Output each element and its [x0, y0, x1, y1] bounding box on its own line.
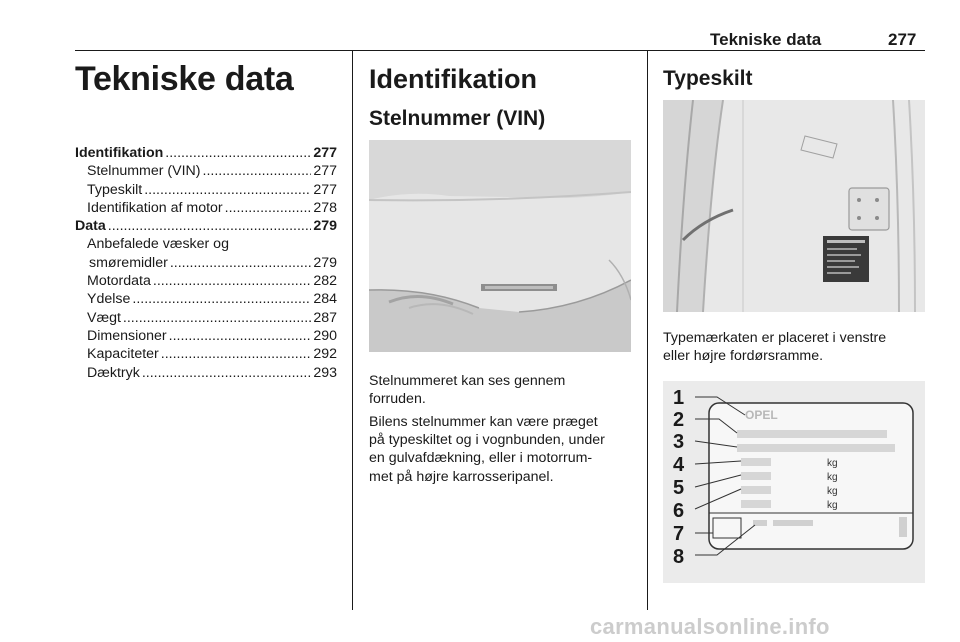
text-line: på typeskiltet og i vognbunden, under	[369, 432, 605, 449]
column-divider-2	[647, 50, 648, 610]
windshield-vin-illustration	[369, 140, 631, 352]
toc-entry-label: Dimensioner	[87, 327, 167, 344]
callout-4: 4	[673, 454, 685, 476]
toc-entry-page: 293	[313, 364, 337, 381]
toc-entry[interactable]	[75, 255, 337, 273]
text-line: Stelnummeret kan ses gennem	[369, 373, 566, 389]
toc-leader-dots	[165, 145, 311, 161]
toc-entry-page: 277	[313, 145, 337, 161]
toc-entry[interactable]	[75, 310, 337, 328]
text-line: met på højre karrosseripanel.	[369, 468, 554, 485]
toc-entry-page: 277	[313, 181, 337, 198]
toc-entry[interactable]	[75, 218, 337, 236]
toc-entry-label: Dæktryk	[87, 364, 140, 381]
toc-leader-dots	[123, 310, 311, 326]
text-line: Bilens stelnummer kan være præget	[369, 414, 598, 430]
toc-entry-page: 278	[313, 199, 337, 216]
toc-entry-label: Identifikation	[75, 145, 164, 161]
toc-entry[interactable]	[75, 200, 337, 218]
running-header-title: Tekniske data	[710, 30, 822, 49]
toc-entry-label: Identifikation af motor	[87, 199, 223, 216]
toc-leader-dots	[161, 346, 312, 362]
callout-3: 3	[673, 431, 685, 453]
typeskilt-paragraph	[663, 329, 933, 365]
toc-leader-dots	[142, 365, 312, 381]
plate-unit-1: kg	[827, 458, 838, 469]
toc-entry-page: 284	[313, 291, 337, 308]
callout-1: 1	[673, 387, 685, 409]
callout-7: 7	[673, 523, 685, 545]
toc-leader-dots	[108, 218, 312, 234]
toc-entry-page: 292	[313, 346, 337, 363]
toc-entry[interactable]	[75, 163, 337, 181]
toc-entry-page: 282	[313, 273, 337, 290]
header-rule	[75, 50, 925, 51]
text-line: forruden.	[369, 391, 426, 408]
type-plate-drawing	[663, 381, 925, 583]
toc-entry-page: 277	[313, 163, 337, 180]
toc-entry[interactable]	[75, 328, 337, 346]
toc-entry-label: Ydelse	[87, 291, 131, 308]
toc-entry[interactable]	[75, 145, 337, 163]
plate-unit-3: kg	[827, 486, 838, 497]
toc-entry-label: Data	[75, 218, 106, 235]
door-frame-label-illustration	[663, 100, 925, 312]
text-line: en gulvafdækning, eller i motorrum-	[369, 450, 593, 467]
toc-leader-dots	[170, 255, 312, 271]
toc-leader-dots	[132, 291, 311, 307]
toc-entry[interactable]	[75, 346, 337, 364]
text-line: Typemærkaten er placeret i venstre	[663, 330, 887, 346]
subsection-heading: Stelnummer (VIN)	[369, 107, 546, 130]
toc-entry-label: Vægt	[87, 309, 121, 326]
toc-entry-label: Typeskilt	[87, 181, 143, 198]
toc-entry-page: 287	[313, 309, 337, 326]
toc-entry-page: 279	[313, 254, 337, 271]
toc-entry-label: Motordata	[87, 273, 151, 290]
callout-5: 5	[673, 477, 685, 499]
toc-entry[interactable]	[75, 291, 337, 309]
toc-leader-dots	[225, 200, 312, 216]
watermark: carmanualsonline.info	[590, 614, 830, 639]
door-frame-drawing	[663, 100, 925, 312]
vin-paragraph-2	[369, 413, 644, 486]
table-of-contents	[75, 145, 337, 383]
toc-entry[interactable]	[75, 365, 337, 383]
toc-leader-dots	[144, 182, 311, 198]
chapter-title: Tekniske data	[75, 60, 294, 98]
callout-2: 2	[673, 409, 685, 431]
toc-entry-label: smøremidler	[89, 254, 168, 271]
page-number: 277	[888, 30, 917, 49]
type-plate-illustration	[663, 381, 925, 583]
toc-entry[interactable]	[75, 273, 337, 291]
callout-6: 6	[673, 500, 685, 522]
plate-unit-2: kg	[827, 472, 838, 483]
toc-entry[interactable]	[75, 236, 337, 254]
callout-8: 8	[673, 546, 685, 568]
section-heading: Identifikation	[369, 64, 537, 94]
toc-entry-page: 290	[313, 327, 337, 344]
toc-leader-dots	[203, 163, 312, 179]
toc-leader-dots	[169, 328, 312, 344]
toc-entry-label: Kapaciteter	[87, 346, 159, 363]
vin-paragraph-1	[369, 372, 639, 408]
toc-leader-dots	[153, 273, 311, 289]
toc-entry-label: Stelnummer (VIN)	[87, 163, 201, 180]
toc-entry[interactable]	[75, 182, 337, 200]
windshield-vin-drawing	[369, 140, 631, 352]
column-divider-1	[352, 50, 353, 610]
plate-unit-4: kg	[827, 500, 838, 511]
plate-brand: OPEL	[745, 408, 778, 422]
toc-entry-page: 279	[313, 218, 337, 235]
text-line: eller højre fordørsramme.	[663, 348, 824, 365]
toc-entry-label: Anbefalede væsker og	[87, 236, 229, 253]
typeskilt-heading: Typeskilt	[663, 67, 753, 90]
